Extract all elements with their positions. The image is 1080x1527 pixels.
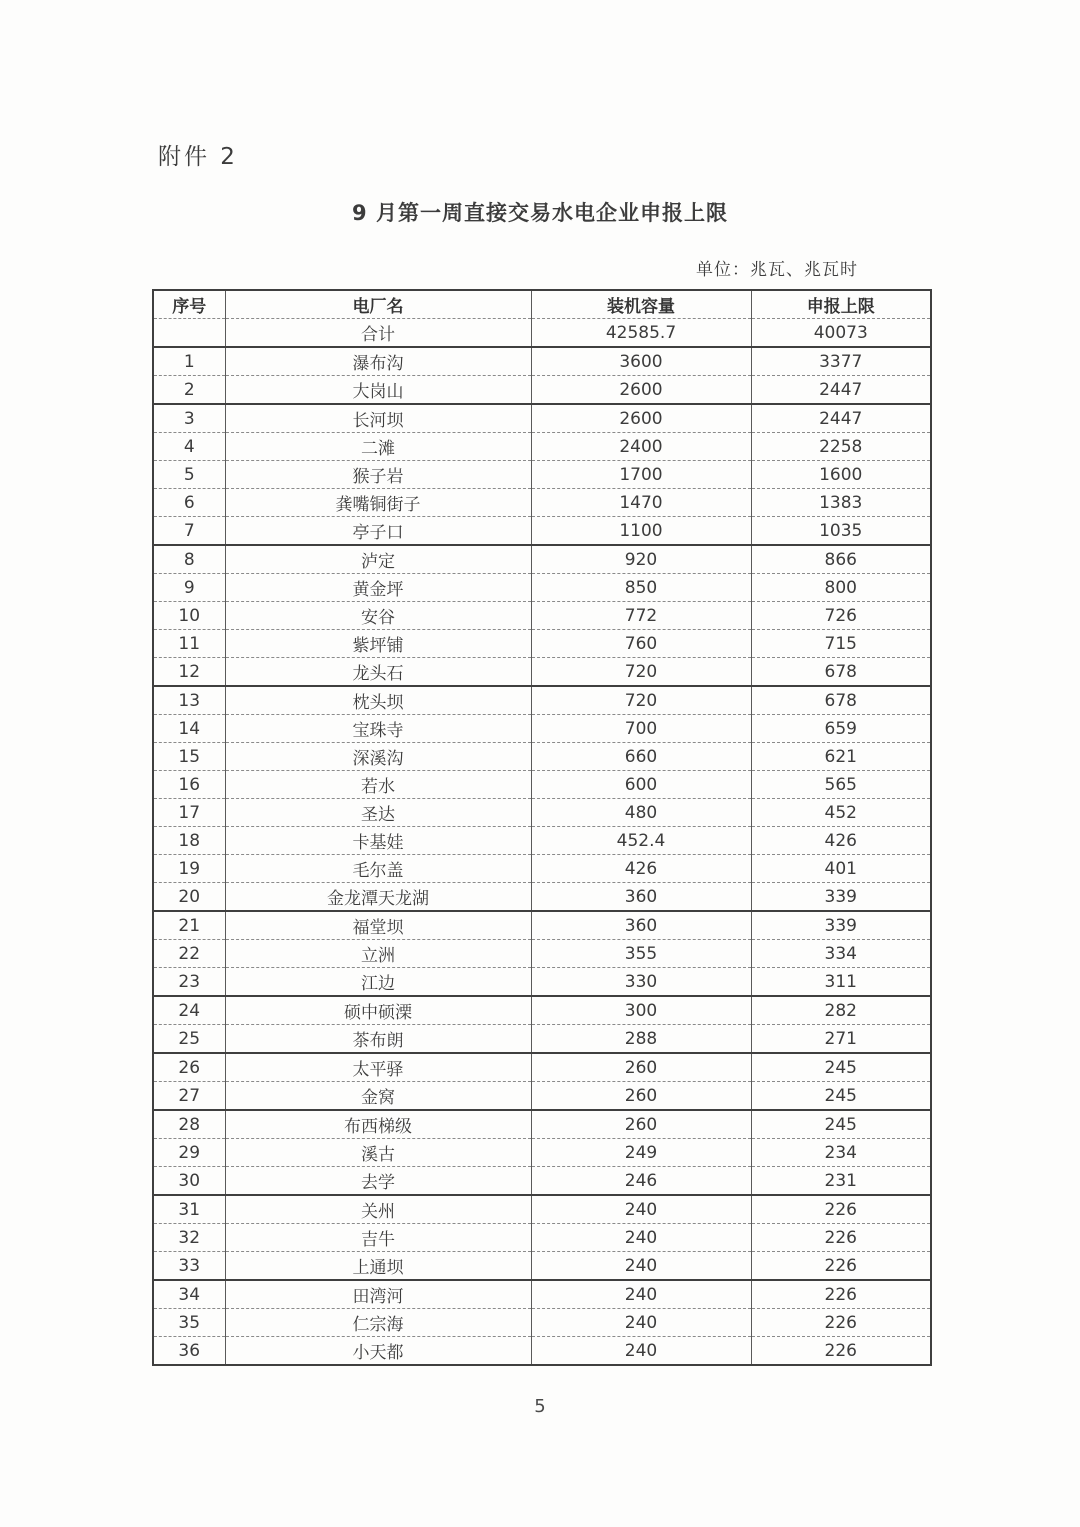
limit-cell: 866 <box>751 545 931 574</box>
table-row <box>153 940 931 968</box>
limit-cell: 311 <box>751 968 931 997</box>
plant-name-cell: 小天都 <box>225 1337 531 1366</box>
header-plant-name: 电厂名 <box>225 290 531 319</box>
capacity-cell: 300 <box>531 996 751 1025</box>
plant-name-cell: 溪古 <box>225 1139 531 1167</box>
row-number-cell: 14 <box>153 715 225 743</box>
capacity-cell: 1100 <box>531 517 751 546</box>
row-number-cell: 12 <box>153 658 225 687</box>
limit-cell: 334 <box>751 940 931 968</box>
header-row-number: 序号 <box>153 290 225 319</box>
capacity-cell: 3600 <box>531 347 751 376</box>
row-number-cell: 15 <box>153 743 225 771</box>
limit-cell: 565 <box>751 771 931 799</box>
plant-name-cell: 硕中硕溧 <box>225 996 531 1025</box>
limit-cell: 1600 <box>751 461 931 489</box>
plant-name-cell: 泸定 <box>225 545 531 574</box>
limit-cell: 245 <box>751 1053 931 1082</box>
plant-name-cell: 仁宗海 <box>225 1309 531 1337</box>
row-number-cell: 3 <box>153 404 225 433</box>
limit-cell: 2447 <box>751 404 931 433</box>
plant-name-cell: 毛尔盖 <box>225 855 531 883</box>
row-number-cell: 16 <box>153 771 225 799</box>
capacity-cell: 240 <box>531 1195 751 1224</box>
row-number-cell: 26 <box>153 1053 225 1082</box>
plant-name-cell: 长河坝 <box>225 404 531 433</box>
limit-cell: 226 <box>751 1224 931 1252</box>
limit-cell: 659 <box>751 715 931 743</box>
plant-name-cell: 田湾河 <box>225 1280 531 1309</box>
capacity-cell: 240 <box>531 1309 751 1337</box>
header-row <box>153 290 931 319</box>
plant-name-cell: 紫坪铺 <box>225 630 531 658</box>
plant-name-cell: 上通坝 <box>225 1252 531 1281</box>
table-row <box>153 347 931 376</box>
capacity-cell: 2600 <box>531 404 751 433</box>
row-number-cell: 18 <box>153 827 225 855</box>
table-row <box>153 602 931 630</box>
limit-cell: 2447 <box>751 376 931 405</box>
plant-name-cell: 去学 <box>225 1167 531 1196</box>
limit-cell: 226 <box>751 1195 931 1224</box>
table-row <box>153 630 931 658</box>
capacity-cell: 240 <box>531 1252 751 1281</box>
table-row <box>153 855 931 883</box>
table-row <box>153 517 931 546</box>
row-number-cell: 5 <box>153 461 225 489</box>
capacity-cell: 260 <box>531 1110 751 1139</box>
table-row <box>153 658 931 687</box>
table-row <box>153 1224 931 1252</box>
row-number-cell: 29 <box>153 1139 225 1167</box>
row-number-cell: 30 <box>153 1167 225 1196</box>
plant-name-cell: 金龙潭天龙湖 <box>225 883 531 912</box>
table-row <box>153 319 931 348</box>
table-row <box>153 1195 931 1224</box>
row-number-cell: 27 <box>153 1082 225 1111</box>
row-number-cell: 8 <box>153 545 225 574</box>
table-row <box>153 376 931 405</box>
report-table <box>152 289 932 1366</box>
row-number-cell: 33 <box>153 1252 225 1281</box>
row-number-cell: 24 <box>153 996 225 1025</box>
limit-cell: 2258 <box>751 433 931 461</box>
capacity-cell: 600 <box>531 771 751 799</box>
table-row <box>153 1139 931 1167</box>
plant-name-cell: 福堂坝 <box>225 911 531 940</box>
table-row <box>153 743 931 771</box>
table-row <box>153 799 931 827</box>
limit-cell: 282 <box>751 996 931 1025</box>
row-number-cell: 9 <box>153 574 225 602</box>
limit-cell: 226 <box>751 1337 931 1366</box>
limit-cell: 452 <box>751 799 931 827</box>
plant-name-cell: 关州 <box>225 1195 531 1224</box>
table-row <box>153 404 931 433</box>
row-number-cell: 28 <box>153 1110 225 1139</box>
limit-cell: 271 <box>751 1025 931 1054</box>
capacity-cell: 426 <box>531 855 751 883</box>
capacity-cell: 772 <box>531 602 751 630</box>
table-row <box>153 1053 931 1082</box>
limit-cell: 245 <box>751 1110 931 1139</box>
plant-name-cell: 二滩 <box>225 433 531 461</box>
table-row <box>153 686 931 715</box>
table-row <box>153 1025 931 1054</box>
plant-name-cell: 黄金坪 <box>225 574 531 602</box>
limit-cell: 226 <box>751 1280 931 1309</box>
capacity-cell: 240 <box>531 1224 751 1252</box>
plant-name-cell: 宝珠寺 <box>225 715 531 743</box>
plant-name-cell: 猴子岩 <box>225 461 531 489</box>
header-installed-capacity: 装机容量 <box>531 290 751 319</box>
page-number: 5 <box>534 1396 546 1417</box>
limit-cell: 234 <box>751 1139 931 1167</box>
limit-cell: 339 <box>751 911 931 940</box>
plant-name-cell: 龚嘴铜街子 <box>225 489 531 517</box>
table-row <box>153 827 931 855</box>
limit-cell: 1383 <box>751 489 931 517</box>
capacity-cell: 660 <box>531 743 751 771</box>
row-number-cell: 2 <box>153 376 225 405</box>
row-number-cell: 25 <box>153 1025 225 1054</box>
row-number-cell: 1 <box>153 347 225 376</box>
table-row <box>153 883 931 912</box>
capacity-cell: 260 <box>531 1082 751 1111</box>
row-number-cell: 13 <box>153 686 225 715</box>
capacity-cell: 1470 <box>531 489 751 517</box>
plant-name-cell: 金窝 <box>225 1082 531 1111</box>
table-row <box>153 1252 931 1281</box>
limit-cell: 726 <box>751 602 931 630</box>
table-row <box>153 1337 931 1366</box>
limit-cell: 3377 <box>751 347 931 376</box>
table-row <box>153 1280 931 1309</box>
capacity-cell: 760 <box>531 630 751 658</box>
limit-cell: 426 <box>751 827 931 855</box>
capacity-cell: 42585.7 <box>531 319 751 348</box>
capacity-cell: 240 <box>531 1337 751 1366</box>
limit-cell: 40073 <box>751 319 931 348</box>
row-number-cell <box>153 319 225 348</box>
row-number-cell: 31 <box>153 1195 225 1224</box>
plant-name-cell: 龙头石 <box>225 658 531 687</box>
table-row <box>153 545 931 574</box>
plant-name-cell: 立洲 <box>225 940 531 968</box>
attachment-label: 附件 2 <box>158 144 238 170</box>
table-row <box>153 771 931 799</box>
plant-name-cell: 江边 <box>225 968 531 997</box>
table-body <box>153 319 931 1366</box>
row-number-cell: 19 <box>153 855 225 883</box>
document-title: 9 月第一周直接交易水电企业申报上限 <box>352 201 728 225</box>
limit-cell: 226 <box>751 1252 931 1281</box>
table-row <box>153 911 931 940</box>
table-row <box>153 1309 931 1337</box>
limit-cell: 339 <box>751 883 931 912</box>
capacity-cell: 355 <box>531 940 751 968</box>
limit-cell: 1035 <box>751 517 931 546</box>
capacity-cell: 249 <box>531 1139 751 1167</box>
capacity-cell: 360 <box>531 911 751 940</box>
row-number-cell: 17 <box>153 799 225 827</box>
row-number-cell: 23 <box>153 968 225 997</box>
plant-name-cell: 枕头坝 <box>225 686 531 715</box>
table-row <box>153 1167 931 1196</box>
unit-note: 单位：兆瓦、兆瓦时 <box>696 260 858 280</box>
row-number-cell: 34 <box>153 1280 225 1309</box>
plant-name-cell: 合计 <box>225 319 531 348</box>
limit-cell: 715 <box>751 630 931 658</box>
table-row <box>153 968 931 997</box>
limit-cell: 621 <box>751 743 931 771</box>
plant-name-cell: 茶布朗 <box>225 1025 531 1054</box>
row-number-cell: 6 <box>153 489 225 517</box>
limit-cell: 245 <box>751 1082 931 1111</box>
table-header <box>153 290 931 319</box>
row-number-cell: 32 <box>153 1224 225 1252</box>
row-number-cell: 36 <box>153 1337 225 1366</box>
capacity-cell: 288 <box>531 1025 751 1054</box>
capacity-cell: 360 <box>531 883 751 912</box>
plant-name-cell: 布西梯级 <box>225 1110 531 1139</box>
table-row <box>153 1110 931 1139</box>
table-row <box>153 461 931 489</box>
capacity-cell: 850 <box>531 574 751 602</box>
capacity-cell: 452.4 <box>531 827 751 855</box>
capacity-cell: 260 <box>531 1053 751 1082</box>
row-number-cell: 4 <box>153 433 225 461</box>
row-number-cell: 35 <box>153 1309 225 1337</box>
table-row <box>153 1082 931 1111</box>
limit-cell: 231 <box>751 1167 931 1196</box>
plant-name-cell: 圣达 <box>225 799 531 827</box>
plant-name-cell: 瀑布沟 <box>225 347 531 376</box>
limit-cell: 678 <box>751 686 931 715</box>
capacity-cell: 240 <box>531 1280 751 1309</box>
table-row <box>153 574 931 602</box>
capacity-cell: 720 <box>531 686 751 715</box>
plant-name-cell: 深溪沟 <box>225 743 531 771</box>
plant-name-cell: 太平驿 <box>225 1053 531 1082</box>
table-row <box>153 489 931 517</box>
limit-cell: 678 <box>751 658 931 687</box>
row-number-cell: 11 <box>153 630 225 658</box>
capacity-cell: 480 <box>531 799 751 827</box>
plant-name-cell: 若水 <box>225 771 531 799</box>
plant-name-cell: 卡基娃 <box>225 827 531 855</box>
capacity-cell: 1700 <box>531 461 751 489</box>
limit-cell: 226 <box>751 1309 931 1337</box>
plant-name-cell: 大岗山 <box>225 376 531 405</box>
capacity-cell: 330 <box>531 968 751 997</box>
capacity-cell: 700 <box>531 715 751 743</box>
row-number-cell: 20 <box>153 883 225 912</box>
capacity-cell: 920 <box>531 545 751 574</box>
table-row <box>153 433 931 461</box>
capacity-cell: 2400 <box>531 433 751 461</box>
table-row <box>153 996 931 1025</box>
capacity-cell: 720 <box>531 658 751 687</box>
row-number-cell: 21 <box>153 911 225 940</box>
header-declaration-limit: 申报上限 <box>751 290 931 319</box>
limit-cell: 401 <box>751 855 931 883</box>
capacity-cell: 2600 <box>531 376 751 405</box>
limit-cell: 800 <box>751 574 931 602</box>
row-number-cell: 22 <box>153 940 225 968</box>
plant-name-cell: 吉牛 <box>225 1224 531 1252</box>
plant-name-cell: 安谷 <box>225 602 531 630</box>
row-number-cell: 7 <box>153 517 225 546</box>
table-row <box>153 715 931 743</box>
capacity-cell: 246 <box>531 1167 751 1196</box>
plant-name-cell: 亭子口 <box>225 517 531 546</box>
row-number-cell: 10 <box>153 602 225 630</box>
